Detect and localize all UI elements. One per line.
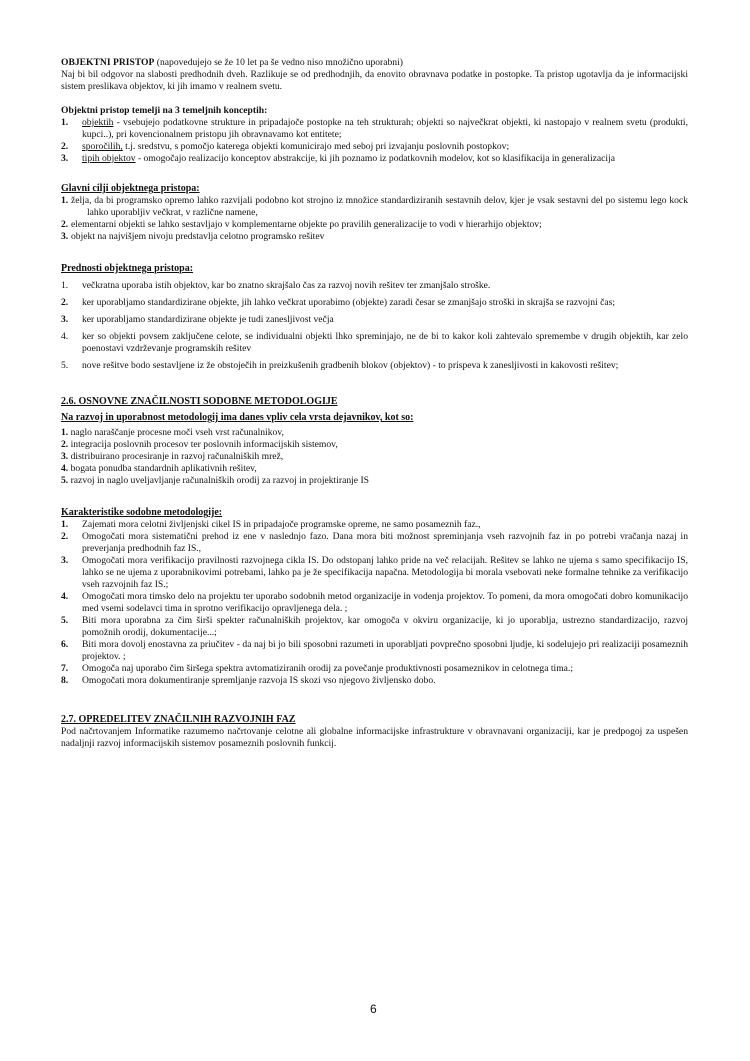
list-item	[61, 427, 688, 439]
section-2-7-heading: 2.7. OPREDELITEV ZNAČILNIH RAZVOJNIH FAZ	[61, 714, 296, 725]
item-number: 1.	[61, 195, 69, 206]
item-text: Omogočati mora timsko delo na projektu ter uporabo sodobnih metod organizacije in vodenja projektov. To pomeni, da mora omogočati dobro komunikacijo med vsemi sodelavci tima in sprotno verifikacijo opravljenega dela. ;	[82, 591, 688, 614]
list-item	[61, 639, 688, 663]
item-text: večkratna uporaba istih objektov, kar bo znatno skrajšalo čas za razvoj novih rešitev ter zmanjšalo stroške.	[82, 280, 491, 291]
characteristics-section	[61, 507, 688, 687]
item-number: 1.	[61, 280, 69, 291]
list-item	[61, 280, 688, 292]
list-item	[61, 117, 688, 141]
item-number: 7.	[61, 663, 69, 674]
advantages-section	[61, 263, 688, 377]
item-number: 4.	[61, 463, 69, 474]
concepts-section	[61, 105, 688, 165]
item-text: Omogoča naj uporabo čim širšega spektra avtomatiziranih orodij za povečanje produktivnosti posameznikov in celotnega tima.;	[82, 663, 574, 674]
characteristics-heading: Karakteristike sodobne metodologije:	[61, 507, 223, 518]
list-item	[61, 331, 688, 355]
list-item	[61, 531, 688, 555]
item-text: - vsebujejo podatkovne strukture in pripadajoče postopke na teh strukturah; objekti so največkrat objekti, ki nastopajo v realnem svetu (produkti, kupci..), pri kovencionalnem pristopu jih obravnavamo kot entitete;	[82, 117, 688, 140]
item-number: 4.	[61, 591, 69, 602]
intro-title: OBJEKTNI PRISTOP	[61, 57, 155, 68]
item-number: 3.	[61, 314, 69, 325]
item-number: 3.	[61, 451, 69, 462]
list-item	[61, 153, 688, 165]
item-text: Omogočati mora sistematični prehod iz ene v naslednjo fazo. Dana mora biti možnost spreminjanja vseh razvojnih faz in po potrebi vračanja nazaj in preverjanja predhodnih faz IS.,	[82, 531, 688, 554]
list-item	[61, 463, 688, 475]
list-item	[61, 663, 688, 675]
item-text: Biti mora dovolj enostavna za priučitev - da naj bi jo bili sposobni razumeti in uporabljati povprečno sposobni ljudje, ki sodelujejo pri realizaciji posameznih projektov. ;	[82, 639, 688, 662]
list-item	[61, 591, 688, 615]
list-item	[61, 451, 688, 463]
item-text: ker so objekti povsem zaključene celote, se individualni objekti lhko spreminjajo, ne de bi to kakor koli zahtevalo spremembe v drugih objektih, kar zelo poenostavi vzdrževanje programskih rešitev	[82, 331, 688, 354]
item-text: t.j. sredstvu, s pomočjo katerega objekti komunicirajo med seboj pri izvajanju poslovnih postopkov;	[122, 141, 510, 152]
item-number: 1.	[61, 427, 69, 438]
section-2-7-paragraph: Pod načrtovanjem Informatike razumemo načrtovanje celotne ali globalne informacijske infrastrukture v obravnavani organizaciji, kar je predpogoj za uspešen nadaljnji razvoj informacijskih sistemov posameznih poslovnih funkcij.	[61, 726, 688, 749]
item-text: nove rešitve bodo sestavljene iz že obstoječih in preizkušenih gradbenih blokov (objektov) - to prispeva k zanesljivosti in kakovosti rešitev;	[82, 360, 619, 371]
item-text: ker uporabljamo standardizirane objekte, jih lahko večkrat uporabimo (objekte) zaradi česar se zmanjšajo stroški in skrajša se razvojni čas;	[82, 297, 616, 308]
list-item	[61, 555, 688, 591]
intro-title-note: (napovedujejo se že 10 let pa še vedno niso množično uporabni)	[154, 57, 403, 68]
page-number: 6	[370, 1002, 377, 1016]
item-number: 2.	[61, 531, 69, 542]
item-number: 3.	[61, 153, 69, 164]
item-text: naglo naraščanje procesne moči vseh vrst računalnikov,	[68, 427, 284, 438]
list-item	[61, 615, 688, 639]
item-text: Omogočati mora dokumentiranje spremljanje razvoja IS skozi vso njegovo življensko dobo.	[82, 675, 436, 686]
intro-section	[61, 57, 688, 93]
list-item	[61, 675, 688, 687]
intro-title-line	[61, 57, 688, 69]
item-number: 2.	[61, 297, 69, 308]
list-item	[61, 297, 688, 309]
item-text: objekt na najvišjem nivoju predstavlja celotno programsko rešitev	[71, 231, 325, 242]
item-number: 1.	[61, 519, 69, 530]
item-number: 5.	[61, 475, 69, 486]
item-text: želja, da bi programsko opremo lahko razvijali podobno kot strojno iz množice standardiziranih sestavnih delov, kjer je vsak sestavni del po sistemu lego kock lahko uporabljiv večkrat, v različne namene,	[71, 195, 688, 218]
item-text: ker uporabljamo standardizirane objekte je tudi zanesljivost večja	[82, 314, 334, 325]
intro-paragraph: Naj bi bil odgovor na slabosti predhodnih dveh. Razlikuje se od predhodnjih, da enovito obravnava podatke in postopke. Ta pristop ugotavlja da je informacijski sistem preslikava objektov, ki jih imamo v realnem svetu.	[61, 69, 688, 92]
item-number: 5.	[61, 615, 69, 626]
item-text: Zajemati mora celotni življenjski cikel IS in pripadajoče programske opreme, ne samo posameznih faz.,	[82, 519, 481, 530]
item-number: 8.	[61, 675, 69, 686]
list-item	[61, 314, 688, 326]
item-text: razvoj in naglo uveljavljanje računalniških orodij za razvoj in projektiranje IS	[68, 475, 369, 486]
list-item	[61, 195, 688, 219]
list-item	[61, 141, 688, 153]
item-number: 2.	[61, 219, 69, 230]
goals-section	[61, 183, 688, 243]
list-item	[61, 360, 688, 372]
concepts-heading: Objektni pristop temelji na 3 temeljnih konceptih:	[61, 105, 268, 116]
list-item	[61, 519, 688, 531]
list-item	[61, 475, 688, 487]
item-number: 6.	[61, 639, 69, 650]
item-number: 3.	[61, 555, 69, 566]
list-item	[61, 439, 688, 451]
item-term: tipih objektov	[82, 153, 136, 164]
section-2-7	[61, 714, 688, 750]
item-number: 4.	[61, 331, 69, 342]
item-text: bogata ponudba standardnih aplikativnih rešitev,	[68, 463, 257, 474]
item-text: Omogočati mora verifikacijo pravilnosti razvojnega cikla IS. Do odstopanj lahko pride na več relacijah. Rešitev se lahko ne ujema s samo specifikacijo IS, lahko se ne ujema z uporabnikovimi potrebami, lahko pa je že specifikacija napačna. Metodologija bi morala vsebovati neke formalne tehnike za verifikacijo vseh razvojnih faz IS.;	[82, 555, 688, 590]
list-item	[61, 219, 688, 231]
item-number: 5.	[61, 360, 69, 371]
item-text: distribuirano procesiranje in razvoj računalniških mrež,	[68, 451, 284, 462]
item-text: elementarni objekti se lahko sestavljajo v komplementarne objekte po pravilih generalizacije to vodi v hierarhijo objektov;	[71, 219, 542, 230]
section-2-6-subheading: Na razvoj in uporabnost metodologij ima danes vpliv cela vrsta dejavnikov, kot so:	[61, 412, 414, 423]
goals-heading: Glavni cilji objektnega pristopa:	[61, 183, 200, 194]
item-text: Biti mora uporabna za čim širši spekter računalniških projektov, kar omogoča v okviru organizacije, ki jo uporablja, ustrezno standardizacijo, razvoj pomožnih orodij, dokumentacije...;	[82, 615, 688, 638]
item-number: 2.	[61, 141, 69, 152]
item-number: 2.	[61, 439, 69, 450]
item-text: - omogočajo realizacijo konceptov abstrakcije, ki jih poznamo iz podatkovnih modelov, kot so klasifikacija in generalizacija	[135, 153, 616, 164]
item-text: integracija poslovnih procesov ter poslovnih informacijskih sistemov,	[68, 439, 338, 450]
advantages-heading: Prednosti objektnega pristopa:	[61, 263, 194, 274]
item-term: sporočilih,	[82, 141, 123, 152]
item-number: 3.	[61, 231, 69, 242]
item-term: objektih	[82, 117, 114, 128]
list-item	[61, 231, 688, 243]
item-number: 1.	[61, 117, 69, 128]
section-2-6-heading: 2.6. OSNOVNE ZNAČILNOSTI SODOBNE METODOLOGIJE	[61, 396, 338, 407]
section-2-6	[61, 396, 688, 487]
